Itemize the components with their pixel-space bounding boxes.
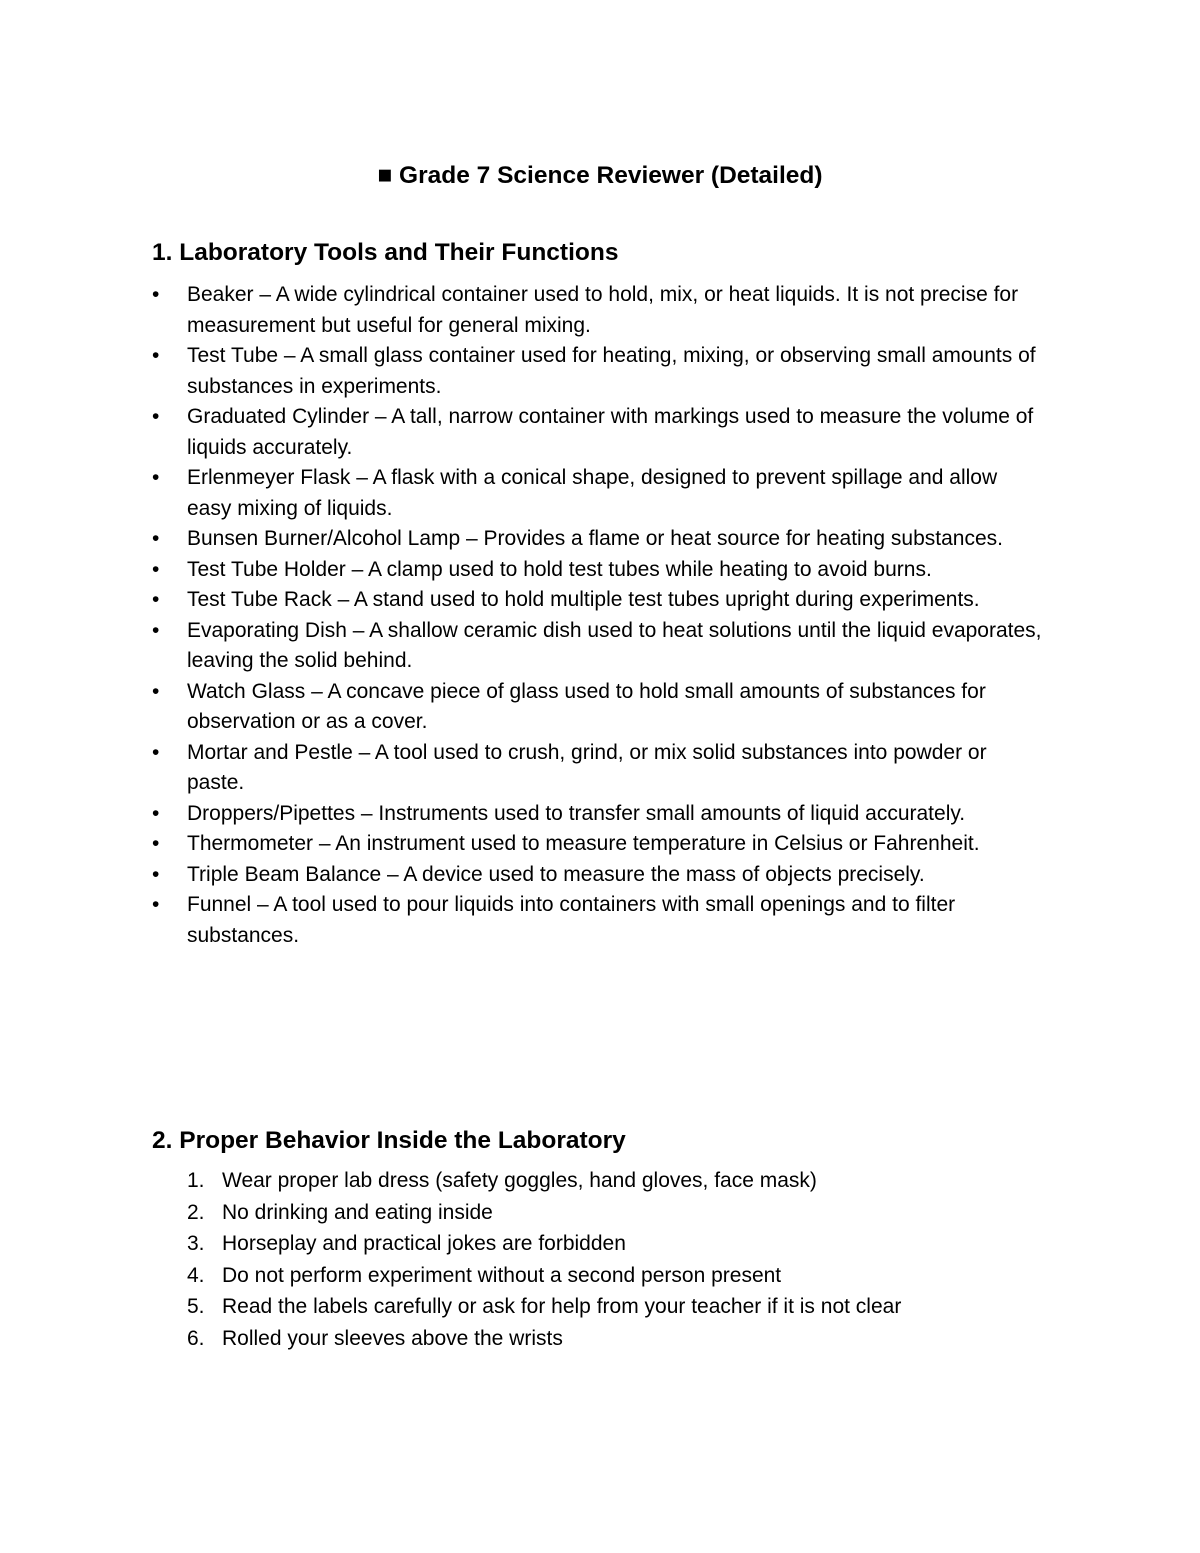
list-item-text: Test Tube Rack – A stand used to hold multiple test tubes upright during experiments. bbox=[187, 588, 980, 611]
list-item-text: Droppers/Pipettes – Instruments used to transfer small amounts of liquid accurately. bbox=[187, 801, 966, 825]
document-title: ■ Grade 7 Science Reviewer (Detailed) bbox=[377, 162, 823, 189]
list-item bbox=[0, 1228, 1200, 1260]
lab-tools-list bbox=[0, 280, 1200, 951]
list-item-text: Thermometer – An instrument used to measure temperature in Celsius or Fahrenheit. bbox=[187, 832, 980, 855]
list-item bbox=[0, 890, 1042, 951]
list-item bbox=[0, 1165, 1200, 1197]
list-item bbox=[0, 677, 1042, 738]
list-item bbox=[0, 402, 1042, 463]
list-item-text: Horseplay and practical jokes are forbidden bbox=[222, 1232, 626, 1256]
bullet-icon: • bbox=[152, 527, 160, 550]
section-heading-behavior: 2. Proper Behavior Inside the Laboratory bbox=[152, 1127, 626, 1154]
list-item-text: Rolled your sleeves above the wrists bbox=[222, 1326, 563, 1350]
list-item-text: Beaker – A wide cylindrical container used to hold, mix, or heat liquids. It is not precise for measurement but useful for general mixing. bbox=[187, 283, 1019, 337]
list-item-text: Bunsen Burner/Alcohol Lamp – Provides a flame or heat source for heating substances. bbox=[187, 527, 1003, 550]
list-item bbox=[0, 585, 1042, 616]
bullet-icon: • bbox=[152, 801, 160, 825]
bullet-icon: • bbox=[152, 740, 160, 764]
list-item bbox=[0, 799, 1042, 830]
list-number: 5. bbox=[187, 1295, 205, 1319]
list-number: 6. bbox=[187, 1326, 205, 1350]
bullet-icon: • bbox=[152, 344, 160, 367]
list-item-text: No drinking and eating inside bbox=[222, 1200, 493, 1224]
list-item-text: Evaporating Dish – A shallow ceramic dish used to heat solutions until the liquid evaporates, leaving the solid behind. bbox=[187, 618, 1042, 672]
bullet-icon: • bbox=[152, 618, 160, 642]
list-item bbox=[0, 616, 1042, 677]
list-number: 4. bbox=[187, 1263, 205, 1287]
bullet-icon: • bbox=[152, 466, 160, 489]
bullet-icon: • bbox=[152, 588, 160, 611]
bullet-icon: • bbox=[152, 893, 160, 916]
list-item-text: Do not perform experiment without a second person present bbox=[222, 1263, 782, 1287]
list-item-text: Test Tube – A small glass container used for heating, mixing, or observing small amounts of substances in experiments. bbox=[187, 344, 1036, 398]
list-item bbox=[0, 860, 1042, 891]
list-item-text: Read the labels carefully or ask for help from your teacher if it is not clear bbox=[222, 1295, 902, 1319]
list-number: 2. bbox=[187, 1200, 205, 1224]
bullet-icon: • bbox=[152, 283, 160, 306]
list-item-text: Wear proper lab dress (safety goggles, hand gloves, face mask) bbox=[222, 1169, 817, 1192]
list-item-text: Graduated Cylinder – A tall, narrow container with markings used to measure the volume of liquids accurately. bbox=[187, 405, 1034, 459]
list-item-text: Triple Beam Balance – A device used to measure the mass of objects precisely. bbox=[187, 862, 925, 886]
list-item-text: Funnel – A tool used to pour liquids into containers with small openings and to filter substances. bbox=[187, 893, 956, 947]
list-number: 3. bbox=[187, 1232, 205, 1256]
list-item bbox=[0, 280, 1042, 341]
list-item bbox=[0, 341, 1042, 402]
list-item-text: Mortar and Pestle – A tool used to crush, grind, or mix solid substances into powder or paste. bbox=[187, 740, 987, 794]
section-heading-lab-tools: 1. Laboratory Tools and Their Functions bbox=[152, 239, 619, 266]
list-item bbox=[0, 1291, 1200, 1323]
list-item bbox=[0, 738, 1042, 799]
list-item bbox=[0, 829, 1042, 860]
behavior-rules-list bbox=[0, 1165, 1200, 1355]
list-item bbox=[0, 463, 1042, 524]
list-item-text: Test Tube Holder – A clamp used to hold test tubes while heating to avoid burns. bbox=[187, 557, 932, 581]
list-item-text: Watch Glass – A concave piece of glass used to hold small amounts of substances for observation or as a cover. bbox=[187, 679, 986, 733]
list-number: 1. bbox=[187, 1169, 205, 1192]
list-item bbox=[0, 1260, 1200, 1292]
list-item bbox=[0, 1323, 1200, 1355]
bullet-icon: • bbox=[152, 832, 160, 855]
list-item-text: Erlenmeyer Flask – A flask with a conical shape, designed to prevent spillage and allow easy mixing of liquids. bbox=[187, 466, 998, 520]
list-item bbox=[0, 1197, 1200, 1229]
bullet-icon: • bbox=[152, 557, 160, 581]
list-item bbox=[0, 524, 1042, 555]
list-item bbox=[0, 555, 1042, 586]
bullet-icon: • bbox=[152, 862, 160, 886]
bullet-icon: • bbox=[152, 679, 160, 703]
bullet-icon: • bbox=[152, 405, 160, 428]
